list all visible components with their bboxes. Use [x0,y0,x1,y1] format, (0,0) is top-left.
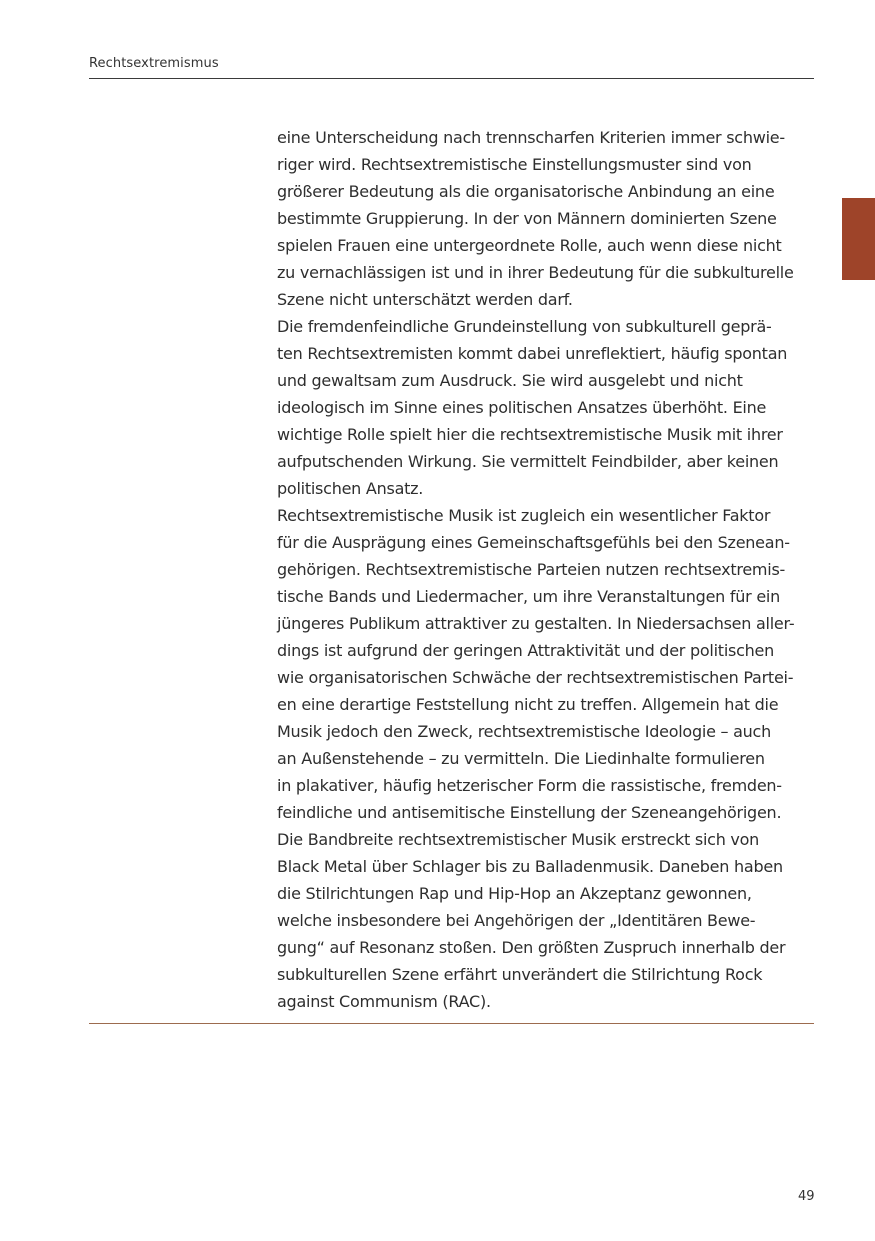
body-line: an Außenstehende – zu vermitteln. Die Liedinhalte formulieren [277,749,765,768]
header-divider [89,78,814,79]
body-line: against Communism (RAC). [277,992,491,1011]
body-line: wie organisatorischen Schwäche der rechtsextremistischen Partei- [277,668,794,687]
body-line: feindliche und antisemitische Einstellung der Szeneangehörigen. [277,803,782,822]
chapter-side-tab [842,198,875,280]
body-line: Black Metal über Schlager bis zu Balladenmusik. Daneben haben [277,857,783,876]
body-line: in plakativer, häufig hetzerischer Form die rassistische, fremden- [277,776,782,795]
body-line: gung“ auf Resonanz stoßen. Den größten Zuspruch innerhalb der [277,938,786,957]
body-line: politischen Ansatz. [277,479,424,498]
body-line: zu vernachlässigen ist und in ihrer Bedeutung für die subkulturelle [277,263,794,282]
body-line: tische Bands und Liedermacher, um ihre Veranstaltungen für ein [277,587,780,606]
body-line: Szene nicht unterschätzt werden darf. [277,290,573,309]
body-line: Musik jedoch den Zweck, rechtsextremistische Ideologie – auch [277,722,771,741]
page-number: 49 [798,1189,815,1204]
body-line: und gewaltsam zum Ausdruck. Sie wird ausgelebt und nicht [277,371,743,390]
footer-divider [89,1023,814,1024]
body-line: ideologisch im Sinne eines politischen Ansatzes überhöht. Eine [277,398,767,417]
body-line: Die fremdenfeindliche Grundeinstellung von subkulturell geprä- [277,317,772,336]
body-line: jüngeres Publikum attraktiver zu gestalten. In Niedersachsen aller- [277,614,795,633]
body-line: bestimmte Gruppierung. In der von Männern dominierten Szene [277,209,777,228]
body-line: eine Unterscheidung nach trennscharfen Kriterien immer schwie- [277,128,785,147]
body-line: riger wird. Rechtsextremistische Einstellungsmuster sind von [277,155,752,174]
body-line: größerer Bedeutung als die organisatorische Anbindung an eine [277,182,775,201]
body-line: die Stilrichtungen Rap und Hip-Hop an Akzeptanz gewonnen, [277,884,752,903]
body-line: aufputschenden Wirkung. Sie vermittelt Feindbilder, aber keinen [277,452,779,471]
body-line: spielen Frauen eine untergeordnete Rolle, auch wenn diese nicht [277,236,782,255]
body-line: dings ist aufgrund der geringen Attraktivität und der politischen [277,641,775,660]
body-text [277,124,817,1015]
body-line: subkulturellen Szene erfährt unverändert die Stilrichtung Rock [277,965,763,984]
body-line: für die Ausprägung eines Gemeinschaftsgefühls bei den Szenean- [277,533,790,552]
body-line: ten Rechtsextremisten kommt dabei unreflektiert, häufig spontan [277,344,788,363]
body-line: welche insbesondere bei Angehörigen der „Identitären Bewe- [277,911,756,930]
body-line: wichtige Rolle spielt hier die rechtsextremistische Musik mit ihrer [277,425,783,444]
body-line: Die Bandbreite rechtsextremistischer Musik erstreckt sich von [277,830,760,849]
body-line: Rechtsextremistische Musik ist zugleich ein wesentlicher Faktor [277,506,771,525]
body-line: gehörigen. Rechtsextremistische Parteien nutzen rechtsextremis- [277,560,786,579]
body-line: en eine derartige Feststellung nicht zu treffen. Allgemein hat die [277,695,779,714]
running-header-title: Rechtsextremismus [89,56,219,71]
